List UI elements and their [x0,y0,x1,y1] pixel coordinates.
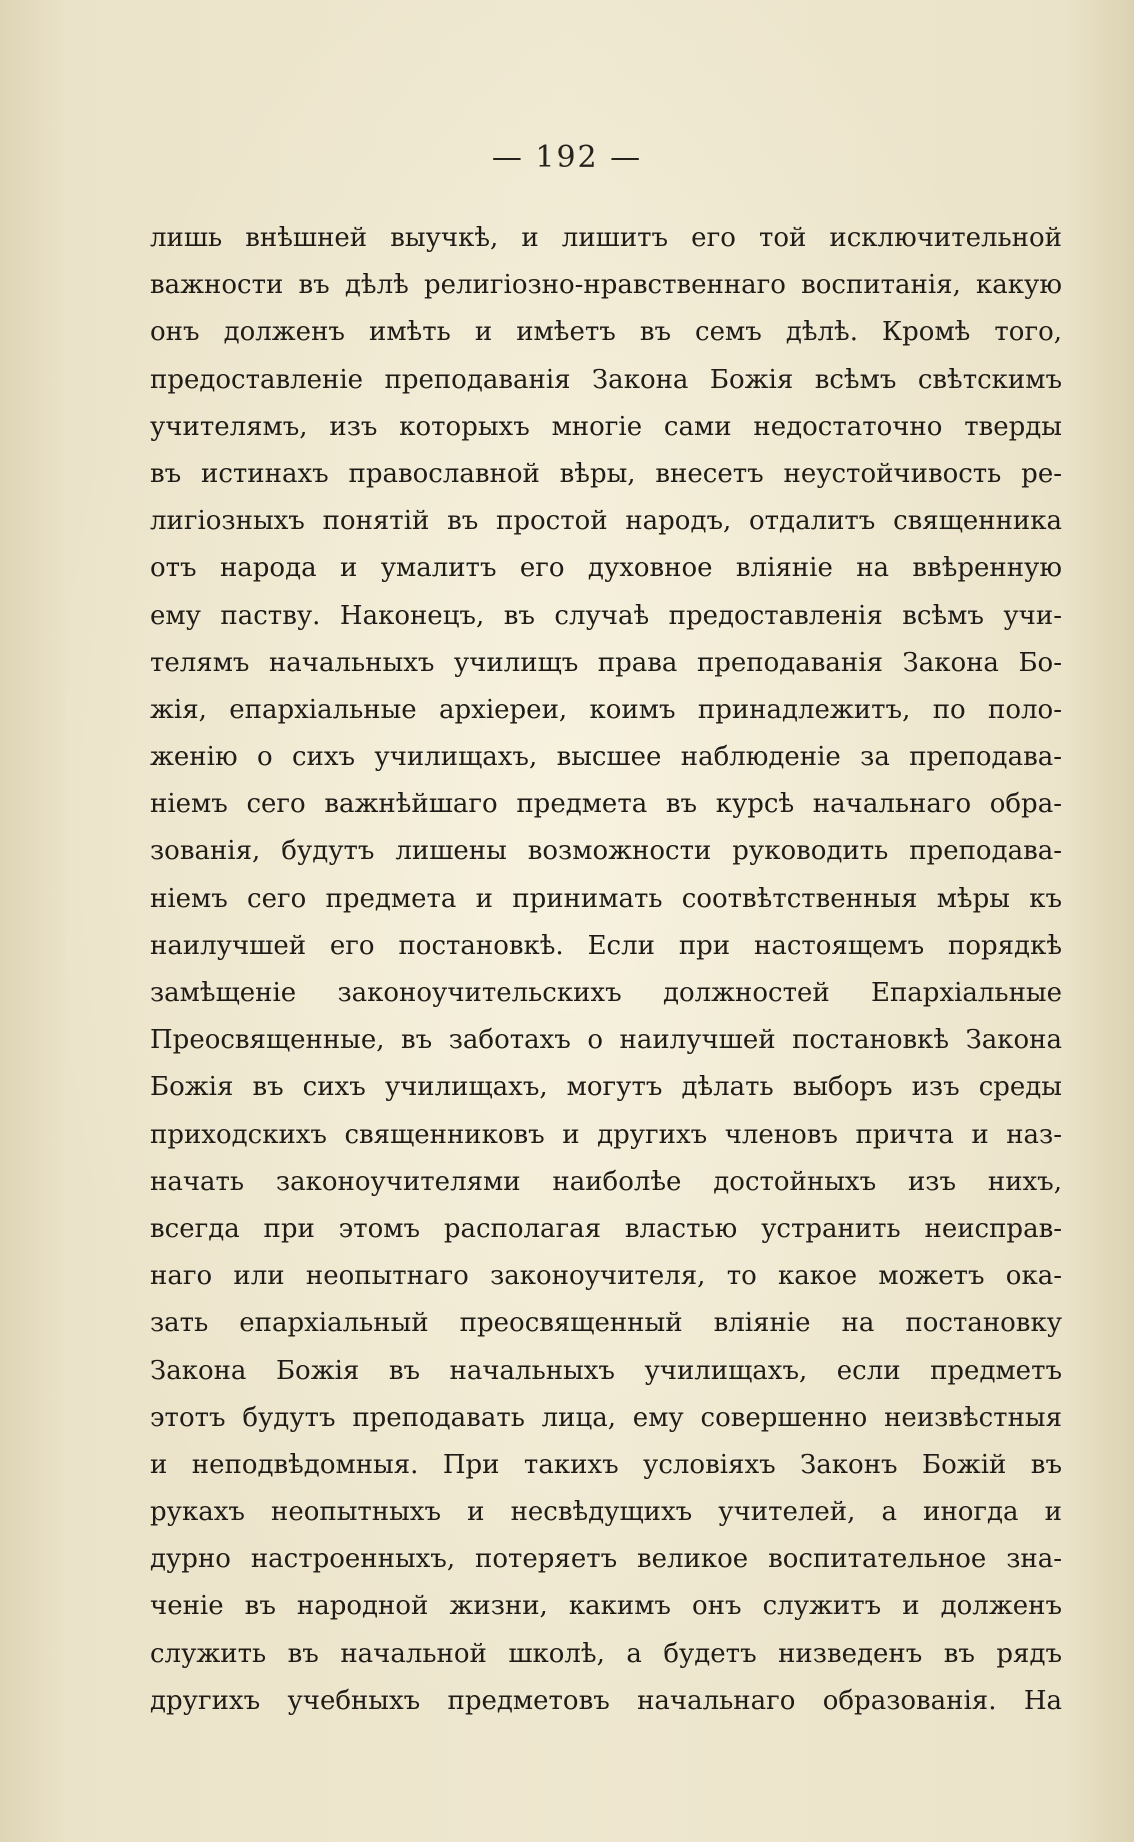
text-line: зать епархіальный преосвященный вліяніе на постановку [150,1308,1062,1339]
text-line: телямъ начальныхъ училищъ права преподаванія Закона Бо- [150,647,1062,678]
text-line: замѣщеніе законоучительскихъ должностей Епархіальные [150,978,1062,1008]
text-line: ніемъ сего важнѣйшаго предмета въ курсѣ начальнаго обра- [150,789,1062,820]
text-line: ему паству. Наконецъ, въ случаѣ предоставленія всѣмъ учи- [150,600,1062,631]
text-line: ченіе въ народной жизни, какимъ онъ служитъ и долженъ [150,1591,1062,1622]
text-line: предоставленіе преподаванія Закона Божія всѣмъ свѣтскимъ [150,364,1062,395]
text-line: этотъ будутъ преподавать лица, ему совершенно неизвѣстныя [150,1402,1062,1433]
page-number: — 192 — [491,140,643,175]
text-line: дурно настроенныхъ, потеряетъ великое воспитательное зна- [150,1544,1062,1575]
text-line: женію о сихъ училищахъ, высшее наблюденіе за преподава- [150,742,1062,773]
text-line: всегда при этомъ располагая властью устранить неисправ- [150,1213,1062,1244]
text-line: лигіозныхъ понятій въ простой народъ, отдалитъ священника [150,506,1062,537]
text-line: жія, епархіальные архіереи, коимъ принадлежитъ, по поло- [150,694,1062,725]
text-line: приходскихъ священниковъ и другихъ членовъ причта и наз- [150,1119,1062,1150]
text-line: лишь внѣшней выучкѣ, и лишитъ его той исключительной [150,223,1062,253]
text-line: наилучшей его постановкѣ. Если при настоящемъ порядкѣ [150,930,1062,961]
text-line: другихъ учебныхъ предметовъ начальнаго образованія. На [150,1685,1062,1716]
text-line: наго или неопытнаго законоучителя, то какое можетъ ока- [150,1261,1062,1292]
text-line: служить въ начальной школѣ, а будетъ низведенъ въ рядъ [150,1638,1062,1669]
text-line: въ истинахъ православной вѣры, внесетъ неустойчивость ре- [150,458,1062,489]
text-line: Закона Божія въ начальныхъ училищахъ, если предметъ [150,1355,1062,1386]
text-line: отъ народа и умалитъ его духовное вліяніе на ввѣренную [150,553,1062,584]
text-line: Божія въ сихъ училищахъ, могутъ дѣлать выборъ изъ среды [150,1072,1062,1103]
text-line: онъ долженъ имѣть и имѣетъ въ семъ дѣлѣ. Кромѣ того, [150,317,1062,348]
text-line: Преосвященные, въ заботахъ о наилучшей постановкѣ Закона [150,1025,1062,1056]
body-text [150,215,1062,1725]
text-line: и неподвѣдомныя. При такихъ условіяхъ Законъ Божій въ [150,1449,1062,1480]
text-line: важности въ дѣлѣ религіозно-нравственнаго воспитанія, какую [150,270,1062,301]
text-line: зованія, будутъ лишены возможности руководить преподава- [150,836,1062,867]
text-line: учителямъ, изъ которыхъ многіе сами недостаточно тверды [150,411,1062,442]
text-line: ніемъ сего предмета и принимать соотвѣтственныя мѣры къ [150,883,1062,914]
text-line: начать законоучителями наиболѣе достойныхъ изъ нихъ, [150,1166,1062,1197]
text-line: рукахъ неопытныхъ и несвѣдущихъ учителей, а иногда и [150,1497,1062,1528]
